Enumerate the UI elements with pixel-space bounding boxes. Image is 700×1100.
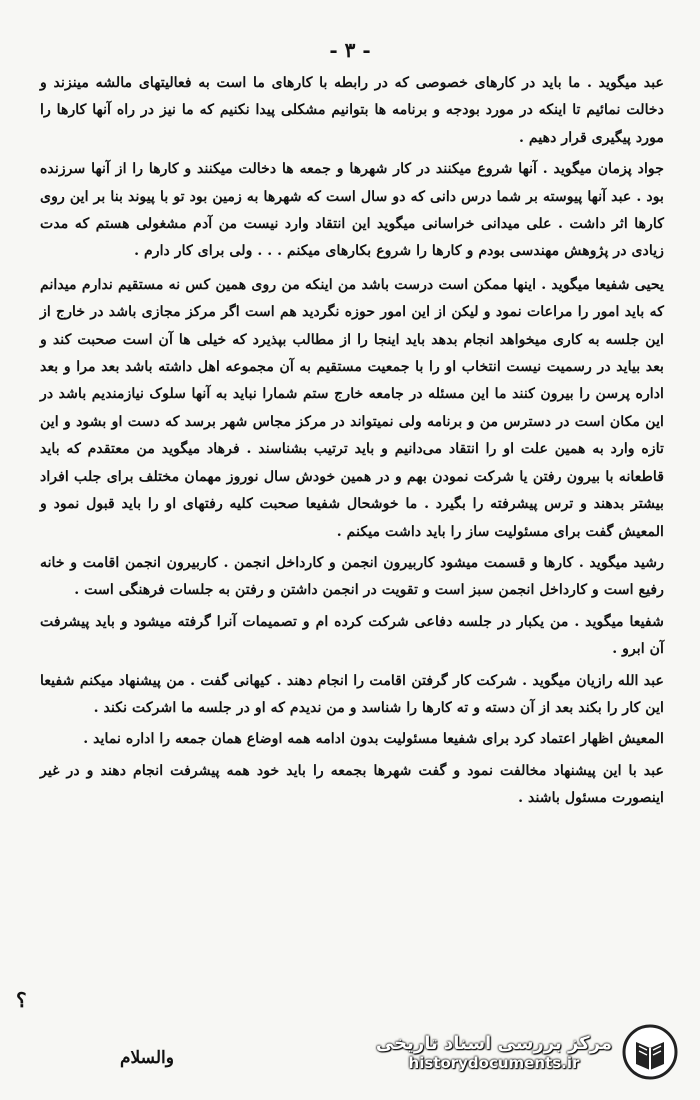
paragraph: عبد با این پیشنهاد مخالفت نمود و گفت شهرها بجمعه را باید خود همه پیشرفت انجام دهند و در غیر اینصورت مسئول باشند . [40,762,664,807]
paragraph: عبد میگوید . ما باید در کارهای خصوصی که در رابطه با کارهای ما است به فعالیتهای مالشه مینزند و دخالت نمائیم تا اینکه در مورد بودجه و برنامه ها بتوانیم مشکلی پیدا نکنیم که ما نیز در راه آنها کارها را مورد پیگیری قرار دهیم . [40,75,664,146]
paragraph: المعیش اظهار اعتماد کرد برای شفیعا مسئولیت بدون ادامه همه اوضاع همان جمعه را اداره نماید . [83,731,664,748]
paragraph: جواد پزمان میگوید . آنها شروع میکنند در کار شهرها و جمعه ها دخالت میکنند و کارها را از آنها سرزنده بود . عبد آنها پیوسته بر شما درس دانی که دو سال است که شهرها به زمین بود تو با پیوند بنا بر این روی کارها اثر داشت . علی میدانی خراسانی میگوید این انتقاد وارد نیست من آدم مشغولی هستم که مدت زیادی در پژوهش مهندسی بودم و کارها را شروع بکارهای میکنم . . . ولی برای کار دارم . [40,161,664,260]
margin-mark: ؟ [16,988,27,1012]
closing-signature: والسلام [120,1048,174,1068]
watermark-text [376,1033,612,1072]
paragraph: یحیی شفیعا میگوید . اینها ممکن است درست باشد من اینکه من روی همین کس نه مستقیم ندارم میدانم که باید امور را مراعات نمود و لیکن از این امور حوزه نگردید هم است اگر مرکز مجازی باشد در خارج از این جلسه به کاری میخواهد انجام بدهد باید اینجا را از مطالب بپذیرد که خیلی ها آن است صحبت کند و بعد بیاید در رسمیت نیست انتخاب او را با جمعیت مستقیم به آن مجموعه اهل داشته باشد بعد مرا و بعد اداره پرسن را بیرون کنند ما این مسئله در جامعه خارج ستم شمارا نباید به آنها سلوک نیازمندیم باشد در این مکان است در دسترس من و برنامه ولی نمیتواند در مرکز مجاس شهر برسد که دست او بشود و این تازه وارد به همین علت او را انتقاد می‌دانیم و باید ترتیب بشناسند . فرهاد میگوید من معتقدم که باید قاطعانه با بیرون رفتن یا شرکت نمودن بهم و در همین خودش سال نوروز مهمان مختلف برای جلب افراد بیشتر بدهند و ترس پیشرفته را بگیرد . ما خوشحال شفیعا صحبت کلیه رفتهای او را باید قبول نمود و المعیش گفت برای مسئولیت ساز را باید داشت میکنم . [40,276,664,540]
page-number: - ۳ - [329,38,371,62]
watermark [376,1024,678,1080]
paragraph: عبد الله رازیان میگوید . شرکت کار گرفتن اقامت را انجام دهند . کیهانی گفت . من پیشنهاد میکنم شفیعا این کار را بکند بعد از آن دسته و ته کارها را شناسد و من ندیدم که او در جلسه ما اشرکت نکند . [40,672,664,716]
paragraph: شفیعا میگوید . من یکبار در جلسه دفاعی شرکت کرده ام و تصمیمات آنرا گرفته میشود و باید پیشرفت آن ابرو . [40,613,664,658]
archive-book-logo-icon [622,1024,678,1080]
paragraph: رشید میگوید . کارها و قسمت میشود کاربیرون انجمن و کارداخل انجمن . کاربیرون انجمن اقامت و خانه رفیع است و کارداخل انجمن سبز است و تقویت در انجمن داشتن و رفتن به جلسات فرهنگی است . [40,554,664,599]
watermark-title: مرکز بررسی اسناد تاریخی [375,1032,612,1054]
watermark-url: historydocuments.ir [408,1053,580,1072]
document-body [40,70,664,817]
